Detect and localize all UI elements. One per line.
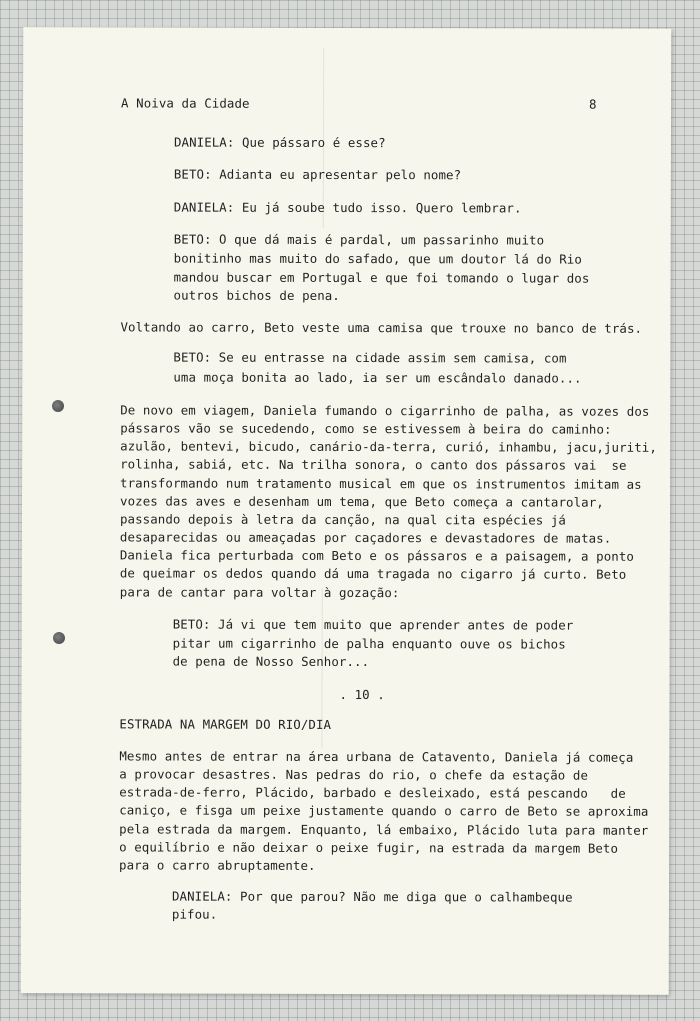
- dialogue-daniela-2: DANIELA: Eu já soube tudo isso. Quero lembrar.: [173, 199, 522, 216]
- action-line: rolinha, sabiá, etc. Na trilha sonora, o canto dos pássaros vai se: [120, 456, 627, 473]
- page-number: 8: [589, 96, 597, 112]
- action-line: desaparecidas ou ameaçadas por caçadores e devastadores de matas.: [119, 529, 612, 546]
- action-paragraph-1: Voltando ao carro, Beto veste uma camisa que trouxe no banco de trás.: [120, 319, 643, 336]
- action-line: caniço, e fisga um peixe justamente quando o carro de Beto se aproxima: [119, 802, 649, 819]
- action-line: para de cantar para voltar à gozação:: [119, 584, 400, 601]
- action-line: pela estrada da margem. Enquanto, lá embaixo, Plácido luta para manter: [119, 821, 649, 838]
- dialogue-daniela-1: DANIELA: Que pássaro é esse?: [173, 134, 386, 151]
- action-line: de queimar os dedos quando dá uma tragada no cigarro já curto. Beto: [119, 565, 627, 582]
- dialogue-line: DANIELA: Por que parou? Não me diga que o calhambeque: [171, 888, 573, 905]
- binder-hole: [52, 400, 64, 412]
- dialogue-line: outros bichos de pena.: [173, 287, 340, 303]
- script-page: [21, 27, 672, 995]
- dialogue-beto-1: BETO: Adianta eu apresentar pelo nome?: [173, 166, 462, 183]
- action-line: pássaros vão se sucedendo, como se estivessem à beira do caminho:: [120, 420, 612, 437]
- action-line: transformando num tratamento musical em que os instrumentos imitam as: [120, 475, 642, 492]
- dialogue-line: BETO: Já vi que tem muito que aprender antes de poder: [172, 616, 574, 633]
- action-line: De novo em viagem, Daniela fumando o cigarrinho de palha, as vozes dos: [120, 402, 650, 419]
- binder-hole: [53, 632, 65, 644]
- action-line: vozes das aves e desenham um tema, que Beto começa a cantarolar,: [120, 493, 604, 510]
- action-line: Daniela fica perturbada com Beto e os pássaros e a paisagem, a ponto: [119, 547, 634, 564]
- scene-number: . 10 .: [339, 686, 385, 703]
- dialogue-line: mandou buscar em Portugal e que foi tomando o lugar dos: [173, 269, 590, 286]
- action-line: Mesmo antes de entrar na área urbana de Catavento, Daniela já começa: [119, 748, 634, 765]
- page-title: A Noiva da Cidade: [121, 95, 250, 111]
- action-line: a provocar desastres. Nas pedras do rio, o chefe da estação de: [119, 766, 589, 783]
- dialogue-line: de pena de Nosso Senhor...: [172, 653, 370, 670]
- dialogue-line: BETO: O que dá mais é pardal, um passarinho muito: [173, 231, 545, 248]
- dialogue-line: pifou.: [171, 906, 218, 922]
- scene-heading: ESTRADA NA MARGEM DO RIO/DIA: [119, 716, 332, 732]
- dialogue-line: uma moça bonita ao lado, ia ser um escândalo danado...: [173, 369, 582, 386]
- dialogue-line: bonitinho mas muito do safado, que um doutor lá do Rio: [173, 250, 582, 267]
- dialogue-line: BETO: Se eu entrasse na cidade assim sem camisa, com: [173, 349, 567, 366]
- action-line: azulão, bentevi, bicudo, canário-da-terra, curió, inhambu, jacu,juriti,: [120, 438, 657, 455]
- action-line: estrada-de-ferro, Plácido, barbado e desleixado, está pescando de: [119, 784, 626, 801]
- dialogue-line: pitar um cigarrinho de palha enquanto ouve os bichos: [172, 635, 566, 652]
- action-line: para o carro abruptamente.: [119, 857, 316, 873]
- action-line: o equilíbrio e não deixar o peixe fugir, na estrada da margem Beto: [119, 839, 619, 856]
- action-line: passando depois à letra da canção, na qual cita espécies já: [119, 511, 567, 528]
